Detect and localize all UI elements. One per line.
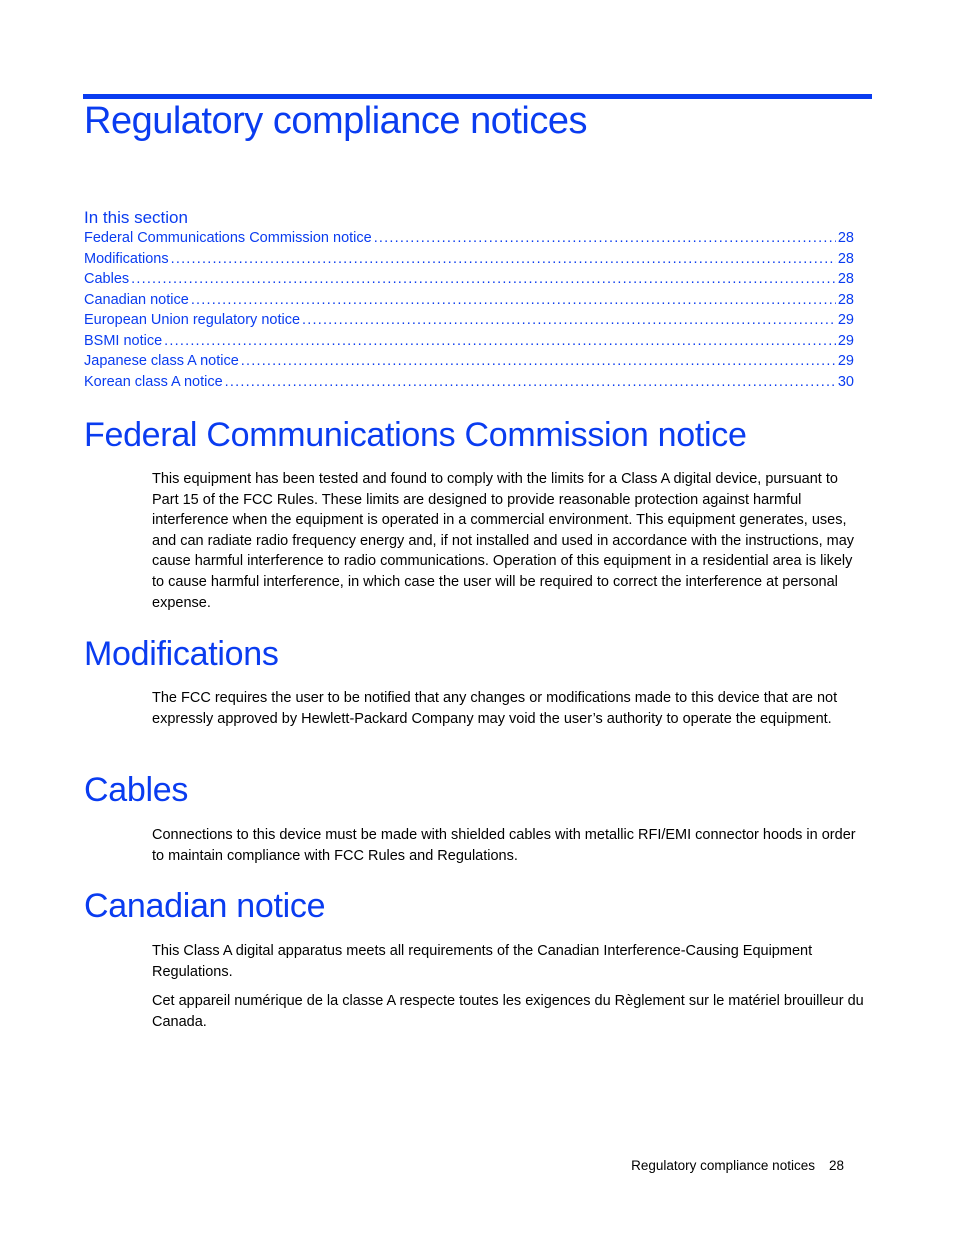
toc-dot-leader xyxy=(241,353,836,369)
toc-entry-page: 29 xyxy=(837,312,854,328)
chapter-top-rule xyxy=(83,94,872,99)
toc-entry-page: 29 xyxy=(837,353,854,369)
toc-link-modifications[interactable] xyxy=(84,251,854,272)
toc-entry-label: Canadian notice xyxy=(84,291,189,308)
page-footer xyxy=(631,1158,844,1173)
toc-dot-leader xyxy=(302,312,836,328)
toc-entry-page: 29 xyxy=(837,332,854,349)
toc-dot-leader xyxy=(374,230,836,246)
toc-dot-leader xyxy=(171,251,836,267)
toc-link-fcc-notice[interactable] xyxy=(84,230,854,251)
toc-entry-page: 28 xyxy=(837,271,854,287)
toc-entry-label: Korean class A notice xyxy=(84,373,223,390)
chapter-title: Regulatory compliance notices xyxy=(84,100,587,142)
modifications-paragraph: The FCC requires the user to be notified that any changes or modifications made to this device that are not expressly approved by Hewlett-Packard Company may void the user’s authority to operate the equipment. xyxy=(152,690,838,727)
toc-entry-label: Japanese class A notice xyxy=(84,353,239,369)
cables-paragraph: Connections to this device must be made with shielded cables with metallic RFI/EMI connector hoods in order to maintain compliance with FCC Rules and Regulations. xyxy=(152,827,856,864)
toc-heading: In this section xyxy=(84,208,188,227)
toc-link-bsmi-notice[interactable] xyxy=(84,333,854,354)
footer-chapter-label: Regulatory compliance notices xyxy=(631,1158,815,1173)
toc-link-eu-notice[interactable] xyxy=(84,312,854,333)
toc-dot-leader xyxy=(131,271,836,287)
toc-link-japanese-notice[interactable] xyxy=(84,353,854,374)
cables-section-title: Cables xyxy=(84,771,189,809)
footer-page-number: 28 xyxy=(828,1158,844,1173)
toc-entry-label: Federal Communications Commission notice xyxy=(84,230,372,246)
toc-entry-page: 30 xyxy=(837,373,854,390)
fcc-paragraph: This equipment has been tested and found to comply with the limits for a Class A digital device, pursuant to Part 15 of the FCC Rules. These limits are designed to provide reasonable protection against harmful interference when the equipment is operated in a commercial environment. This equipment generates, uses, and can radiate radio frequency energy and, if not installed and used in accordance with the instructions, may cause harmful interference to radio communications. Operation of this equipment in a residential area is likely to cause harmful interference, in which case the user will be required to correct the interference at personal expense. xyxy=(152,471,855,611)
toc-entry-page: 28 xyxy=(837,230,854,246)
modifications-section-title: Modifications xyxy=(84,635,279,673)
toc-dot-leader xyxy=(225,374,836,390)
toc-entry-label: European Union regulatory notice xyxy=(84,312,301,328)
toc-entry-page: 28 xyxy=(837,291,854,308)
toc-dot-leader xyxy=(164,333,836,349)
toc-entry-label: Modifications xyxy=(84,250,169,267)
toc-link-cables[interactable] xyxy=(84,271,854,292)
canadian-section-title: Canadian notice xyxy=(84,887,326,925)
toc-entry-label: BSMI notice xyxy=(84,332,163,349)
fcc-section-title: Federal Communications Commission notice xyxy=(84,416,747,454)
toc-dot-leader xyxy=(191,292,836,308)
toc-entry-page: 28 xyxy=(837,250,854,267)
table-of-contents xyxy=(84,230,854,394)
canadian-paragraph-french: Cet appareil numérique de la classe A respecte toutes les exigences du Règlement sur le matériel brouilleur du Canada. xyxy=(152,993,864,1030)
toc-entry-label: Cables xyxy=(84,271,130,287)
toc-link-korean-notice[interactable] xyxy=(84,374,854,395)
canadian-paragraph-english: This Class A digital apparatus meets all requirements of the Canadian Interference-Causing Equipment Regulations. xyxy=(152,943,813,980)
toc-link-canadian-notice[interactable] xyxy=(84,292,854,313)
